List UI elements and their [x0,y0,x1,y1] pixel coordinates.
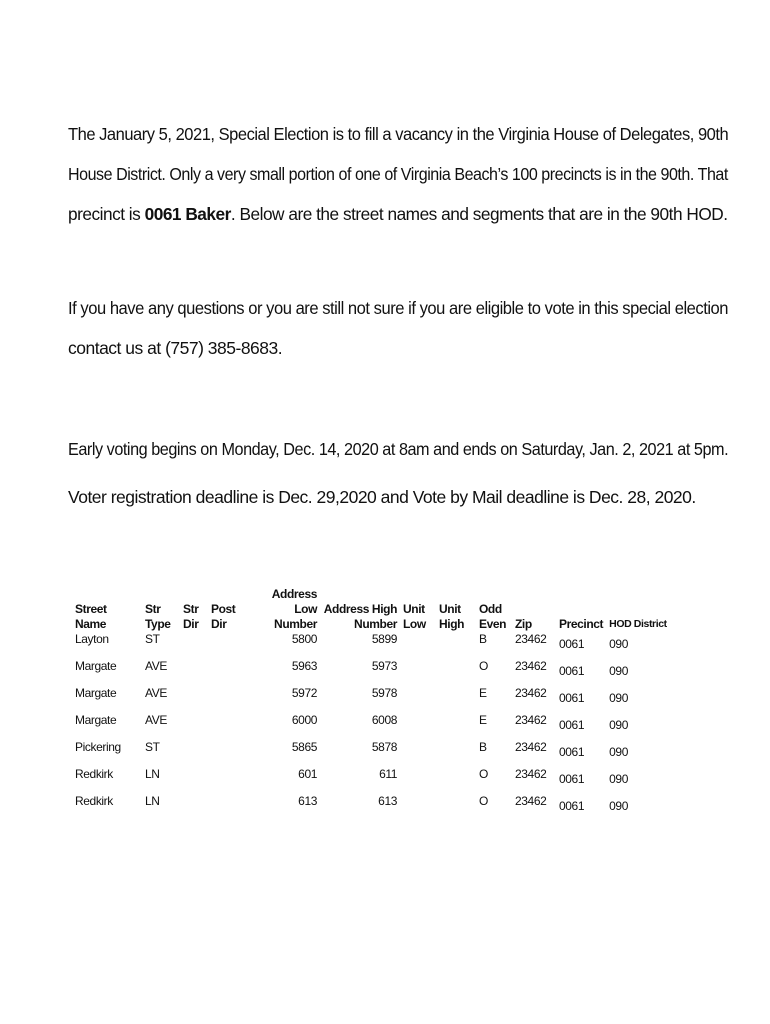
header-precinct: Precinct [559,617,604,631]
table-row [72,686,672,713]
cell-unit-low [400,659,436,686]
cell-precinct: 0061 [559,691,585,705]
cell-str-dir [180,767,208,794]
cell-str-type: ST [145,740,160,754]
cell-street-name: Pickering [75,740,121,754]
cell-str-type: AVE [145,686,167,700]
deadlines-paragraph [68,425,729,521]
cell-zip: 23462 [515,767,547,781]
cell-hod-district: 090 [609,664,628,678]
cell-hod-district: 090 [609,772,628,786]
cell-street-name: Margate [75,713,117,727]
cell-unit-low [400,794,436,821]
intro-paragraph [68,114,729,234]
intro-line-3-prefix: precinct is [68,204,145,224]
cell-zip: 23462 [515,659,547,673]
table-row [72,740,672,767]
cell-address-low: 6000 [291,713,317,727]
intro-line-2: House District. Only a very small portion of one of Virginia Beach’s 100 precincts is in the 90th. That [68,164,728,184]
cell-unit-high [436,713,476,740]
cell-str-dir [180,794,208,821]
cell-precinct: 0061 [559,718,585,732]
intro-line-1: The January 5, 2021, Special Election is to fill a vacancy in the Virginia House of Delegates, 90th [68,124,729,144]
cell-unit-high [436,740,476,767]
cell-odd-even: O [479,767,488,781]
cell-precinct: 0061 [559,637,585,651]
cell-address-low: 601 [298,767,317,781]
cell-odd-even: O [479,794,488,808]
cell-address-low: 5963 [291,659,317,673]
table-header-row [72,587,672,632]
cell-address-low: 5800 [291,632,317,646]
cell-post-dir [208,632,246,659]
cell-address-high: 613 [378,794,397,808]
cell-address-high: 6008 [371,713,397,727]
cell-address-high: 5878 [371,740,397,754]
cell-unit-low [400,713,436,740]
cell-unit-high [436,659,476,686]
cell-zip: 23462 [515,740,547,754]
table-body [72,632,672,821]
cell-hod-district: 090 [609,799,628,813]
cell-unit-low [400,632,436,659]
intro-line-3 [68,194,728,234]
early-voting-text: Early voting begins on Monday, Dec. 14, 2020 at 8am and ends on Saturday, Jan. 2, 2021 at 5pm. [68,439,729,459]
cell-precinct: 0061 [559,664,585,678]
cell-str-dir [180,659,208,686]
header-unit-high: Unit High [439,602,465,631]
contact-line-1: If you have any questions or you are still not sure if you are eligible to vote in this special election [68,298,729,318]
cell-unit-low [400,740,436,767]
table-row [72,659,672,686]
cell-unit-high [436,632,476,659]
cell-address-low: 613 [298,794,317,808]
cell-hod-district: 090 [609,745,628,759]
cell-street-name: Layton [75,632,109,646]
cell-street-name: Margate [75,659,117,673]
table-row [72,794,672,821]
header-address-high: Address High Number [323,602,397,631]
header-hod-district: HOD District [609,618,667,630]
cell-street-name: Redkirk [75,794,113,808]
cell-odd-even: E [479,686,487,700]
header-address-low: Address Low Number [271,587,317,631]
cell-post-dir [208,767,246,794]
cell-str-type: ST [145,632,160,646]
header-unit-low: Unit Low [403,602,426,631]
cell-str-dir [180,713,208,740]
cell-address-high: 611 [379,767,397,781]
cell-odd-even: E [479,713,487,727]
cell-post-dir [208,794,246,821]
cell-unit-low [400,686,436,713]
cell-odd-even: B [479,740,487,754]
cell-address-high: 5899 [371,632,397,646]
cell-hod-district: 090 [609,691,628,705]
cell-unit-low [400,767,436,794]
cell-post-dir [208,686,246,713]
cell-street-name: Redkirk [75,767,113,781]
table-row [72,767,672,794]
cell-str-type: AVE [145,713,167,727]
cell-precinct: 0061 [559,799,585,813]
cell-unit-high [436,686,476,713]
intro-line-3-suffix: . Below are the street names and segments that are in the 90th HOD. [230,204,728,224]
cell-post-dir [208,713,246,740]
header-odd-even: Odd Even [479,602,507,631]
cell-str-type: AVE [145,659,167,673]
precinct-name: 0061 Baker [144,204,231,224]
cell-hod-district: 090 [609,637,628,651]
cell-street-name: Margate [75,686,117,700]
cell-zip: 23462 [515,632,547,646]
contact-line-2: contact us at (757) 385-8683. [68,338,283,358]
cell-odd-even: B [479,632,487,646]
table-row [72,632,672,659]
cell-str-dir [180,632,208,659]
cell-address-low: 5972 [291,686,317,700]
cell-str-type: LN [145,794,160,808]
contact-paragraph [68,288,729,368]
cell-str-dir [180,740,208,767]
header-street-name: Street Name [75,602,107,631]
registration-deadline-text: Voter registration deadline is Dec. 29,2020 and Vote by Mail deadline is Dec. 28, 2020. [68,487,696,507]
table-row [72,713,672,740]
cell-str-type: LN [145,767,160,781]
cell-address-high: 5973 [371,659,397,673]
cell-zip: 23462 [515,686,547,700]
cell-address-low: 5865 [291,740,317,754]
cell-zip: 23462 [515,794,547,808]
cell-odd-even: O [479,659,488,673]
cell-post-dir [208,659,246,686]
header-post-dir: Post Dir [211,602,236,631]
cell-unit-high [436,767,476,794]
cell-hod-district: 090 [609,718,628,732]
street-segments-table [72,587,672,821]
header-str-dir: Str Dir [183,602,199,631]
cell-address-high: 5978 [371,686,397,700]
header-zip: Zip [515,617,532,631]
cell-precinct: 0061 [559,745,585,759]
cell-precinct: 0061 [559,772,585,786]
cell-post-dir [208,740,246,767]
header-str-type: Str Type [145,602,171,631]
cell-str-dir [180,686,208,713]
cell-zip: 23462 [515,713,547,727]
cell-unit-high [436,794,476,821]
